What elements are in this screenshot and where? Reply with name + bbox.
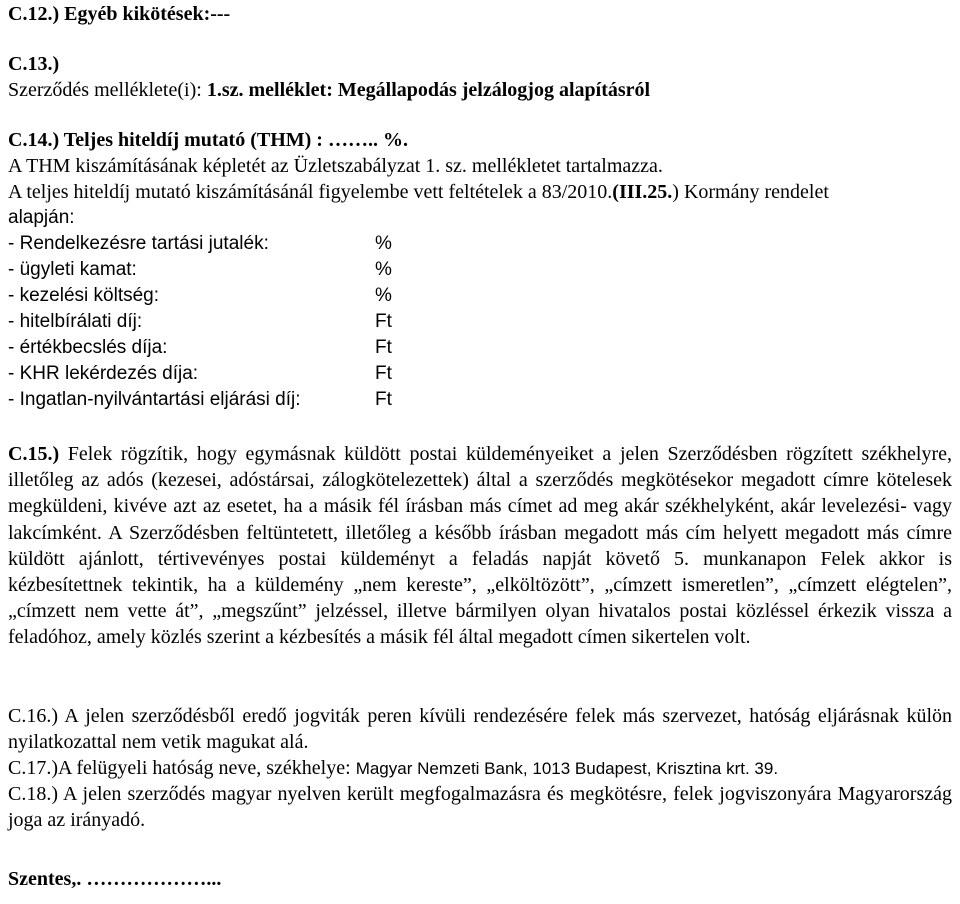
section-c14-line1: A THM kiszámításának képletét az Üzletszabályzat 1. sz. mellékletet tartalmazza.	[8, 155, 663, 177]
fee-unit: Ft	[375, 311, 392, 332]
fee-label: - hitelbírálati díj:	[8, 311, 143, 332]
fee-label: - Ingatlan-nyilvántartási eljárási díj:	[8, 389, 301, 410]
fee-unit: Ft	[375, 363, 392, 384]
fee-item	[8, 283, 428, 309]
fee-label: - kezelési költség:	[8, 285, 160, 306]
section-c15-text: Felek rögzítik, hogy egymásnak küldött postai küldeményeiket a jelen Szerződésben rögzített székhelyre, illetőleg az adós (kezesei, adóstársai, zálogkötelezettek) által a szerződés megkötésekor megadott címre kötelesek megküldeni, kivéve azt az esetet, ha a másik fél írásban más címet ad meg akár székhelyként, akár levelezési- vagy lakcímként. A Szerződésben feltüntetett, illetőleg a később írásban megadott más cím helyett megadott más címre küldött ajánlott, tértivevényes postai küldeményt a feladás napját követő 5. munkanapon Felek akkor is kézbesítettnek tekintik, ha a küldemény „nem kereste”, „elköltözött”, „címzett ismeretlen”, „címzett elégtelen”, „címzett nem vette át”, „megszűnt” jelzéssel, illetve bármilyen olyan hivatalos postai közléssel érkezik vissza a feladóhoz, amely közlés szerint a kézbesítés a másik fél által megadott címen sikertelen volt.	[8, 443, 952, 649]
fee-unit: %	[375, 285, 392, 306]
fee-unit: %	[375, 233, 392, 254]
section-c13-annex	[8, 77, 650, 103]
annex-label: Szerződés melléklete(i):	[8, 79, 207, 101]
section-c14-line2: A teljes hiteldíj mutató kiszámításánál figyelembe vett feltételek a 83/2010.(III.25.) Kormány rendelet	[8, 181, 829, 203]
authority-label: C.17.)A felügyeli hatóság neve, székhelye:	[8, 757, 356, 779]
section-c15	[8, 441, 952, 651]
section-c18: C.18.) A jelen szerződés magyar nyelven került megfogalmazásra és megkötésre, felek jogviszonyára Magyarország joga az irányadó.	[8, 783, 952, 832]
fee-label: - Rendelkezésre tartási jutalék:	[8, 233, 269, 254]
section-c14-line3: alapján:	[8, 207, 75, 228]
fee-item	[8, 231, 428, 257]
fee-unit: %	[375, 259, 392, 280]
fee-item	[8, 361, 428, 387]
fee-label: - KHR lekérdezés díja:	[8, 363, 199, 384]
fee-item	[8, 309, 428, 335]
fee-label: - ügyleti kamat:	[8, 259, 137, 280]
section-c12-heading: C.12.) Egyéb kikötések:---	[8, 3, 231, 25]
section-c13-heading: C.13.)	[8, 53, 60, 75]
section-c16: C.16.) A jelen szerződésből eredő jogviták peren kívüli rendezésére felek más szervezet, hatóság eljárásnak külön nyilatkozattal nem vetik magukat alá.	[8, 705, 952, 754]
fee-label: - értékbecslés díja:	[8, 337, 168, 358]
section-c14-heading: C.14.) Teljes hiteldíj mutató (THM) : …….. %.	[8, 129, 408, 151]
fee-unit: Ft	[375, 337, 392, 358]
authority-value: Magyar Nemzeti Bank, 1013 Budapest, Krisztina krt. 39.	[355, 759, 779, 778]
fee-item	[8, 387, 428, 413]
section-c17	[8, 755, 778, 782]
fee-item	[8, 335, 428, 361]
fee-item	[8, 257, 428, 283]
section-c15-heading: C.15.)	[8, 443, 60, 465]
annex-value: 1.sz. melléklet: Megállapodás jelzálogjog alapításról	[206, 79, 651, 101]
signature-place: Szentes,. ………………...	[8, 868, 222, 890]
fee-unit: Ft	[375, 389, 392, 410]
